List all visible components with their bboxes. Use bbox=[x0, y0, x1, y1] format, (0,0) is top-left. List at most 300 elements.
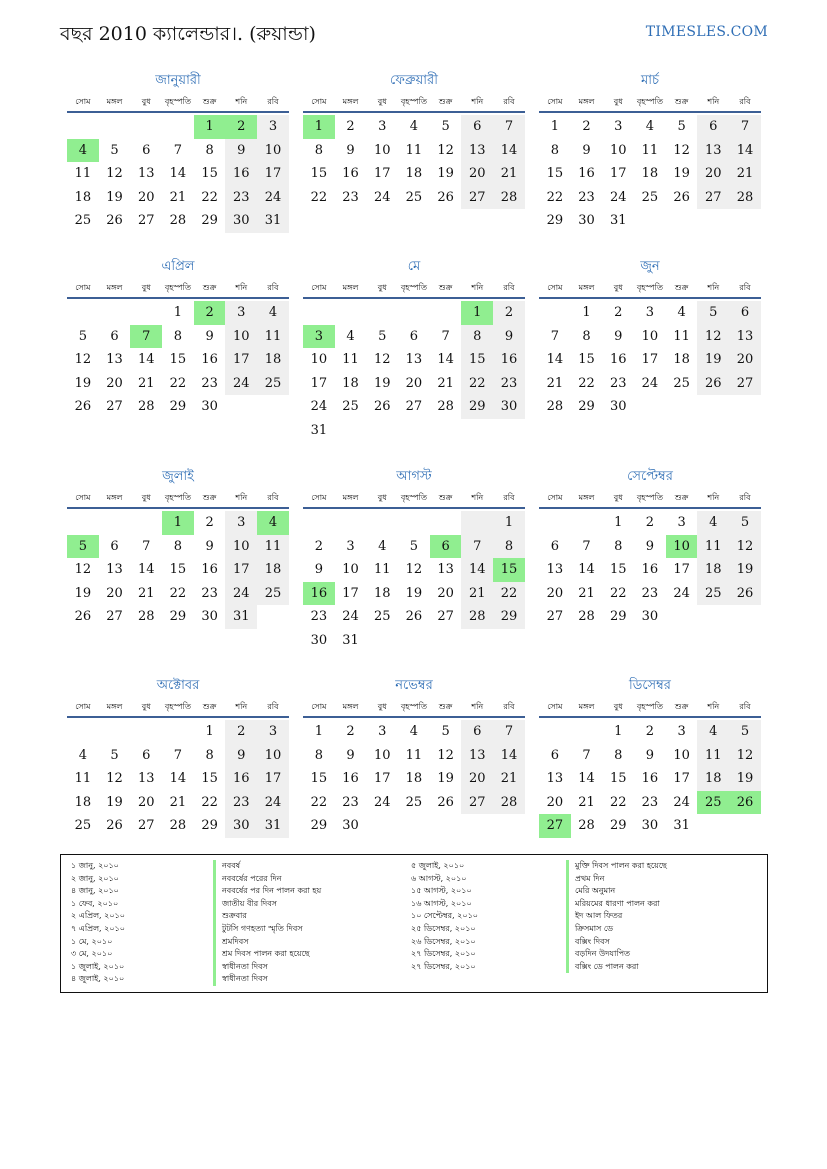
day-grid bbox=[539, 115, 761, 233]
day-cell: 23 bbox=[609, 375, 627, 391]
day-cell: 28 bbox=[578, 609, 595, 624]
holiday-day-cell: 1 bbox=[303, 115, 335, 139]
day-cell: 15 bbox=[201, 166, 218, 181]
weekday-label: মঙ্গল bbox=[342, 702, 359, 711]
weekday-label: রবি bbox=[267, 97, 279, 106]
day-cell: 13 bbox=[546, 562, 564, 577]
day-cell: 22 bbox=[310, 794, 328, 810]
weekday-label: রবি bbox=[739, 702, 751, 711]
day-cell: 15 bbox=[609, 771, 627, 786]
day-cell: 17 bbox=[310, 375, 328, 391]
weekday-label: শনি bbox=[471, 702, 484, 711]
day-cell: 13 bbox=[106, 562, 123, 577]
day-cell: 8 bbox=[173, 538, 183, 554]
weekday-label: শুক্র bbox=[438, 97, 453, 106]
day-cell: 17 bbox=[373, 771, 391, 786]
day-cell: 15 bbox=[169, 352, 187, 367]
day-cell: 8 bbox=[493, 535, 525, 559]
holiday-day-cell: 2 bbox=[194, 301, 226, 325]
day-cell: 5 bbox=[729, 511, 761, 535]
day-cell: 19 bbox=[405, 585, 423, 601]
day-grid bbox=[67, 720, 289, 838]
day-cell: 13 bbox=[437, 562, 454, 577]
day-grid bbox=[539, 301, 761, 419]
day-cell: 8 bbox=[314, 747, 323, 763]
day-cell: 30 bbox=[578, 213, 595, 228]
day-cell: 25 bbox=[74, 818, 92, 833]
day-cell: 25 bbox=[74, 213, 92, 228]
month-calendar bbox=[303, 256, 525, 442]
day-cell: 21 bbox=[437, 375, 454, 391]
day-cell: 12 bbox=[437, 142, 454, 158]
empty-day-cell bbox=[430, 301, 462, 325]
weekday-label: রবি bbox=[739, 283, 751, 292]
day-cell: 6 bbox=[729, 301, 761, 325]
day-cell: 24 bbox=[257, 791, 289, 815]
weekday-header bbox=[303, 700, 525, 718]
day-cell: 22 bbox=[461, 372, 493, 396]
day-cell: 22 bbox=[201, 189, 218, 205]
day-cell: 8 bbox=[461, 325, 493, 349]
day-cell: 27 bbox=[729, 372, 761, 396]
weekday-label: সোম bbox=[311, 283, 327, 292]
day-cell: 12 bbox=[405, 562, 423, 577]
day-cell: 27 bbox=[461, 791, 493, 815]
day-cell: 24 bbox=[225, 372, 257, 396]
weekday-label: সোম bbox=[75, 283, 91, 292]
day-cell: 18 bbox=[257, 558, 289, 582]
day-cell: 26 bbox=[373, 399, 391, 414]
day-cell: 19 bbox=[437, 771, 454, 786]
day-cell: 24 bbox=[342, 609, 359, 624]
holiday-name: বক্সিং দিবস bbox=[566, 936, 667, 949]
day-cell: 2 bbox=[645, 724, 655, 739]
day-cell: 8 bbox=[205, 747, 214, 763]
weekday-label: বৃহস্পতি bbox=[164, 493, 191, 502]
day-cell: 1 bbox=[173, 305, 183, 320]
day-cell: 25 bbox=[257, 582, 289, 606]
day-cell: 12 bbox=[729, 535, 761, 559]
weekday-label: মঙ্গল bbox=[342, 97, 359, 106]
empty-day-cell bbox=[335, 301, 367, 325]
day-cell: 2 bbox=[225, 720, 257, 744]
day-cell: 21 bbox=[578, 585, 595, 601]
day-cell: 10 bbox=[225, 535, 257, 559]
weekday-label: শনি bbox=[707, 283, 720, 292]
day-cell: 22 bbox=[493, 582, 525, 606]
holiday-date: ২৭ ডিসেম্বর, ২০১০ bbox=[411, 949, 476, 959]
day-cell: 5 bbox=[378, 328, 387, 344]
day-cell: 5 bbox=[729, 720, 761, 744]
holiday-day-cell: 5 bbox=[67, 535, 99, 559]
empty-day-cell bbox=[67, 115, 99, 139]
day-cell: 30 bbox=[493, 395, 525, 419]
day-cell: 28 bbox=[461, 605, 493, 629]
day-cell: 19 bbox=[106, 794, 123, 810]
day-cell: 23 bbox=[578, 189, 595, 205]
empty-day-cell bbox=[335, 511, 367, 535]
day-cell: 28 bbox=[437, 399, 454, 414]
day-cell: 24 bbox=[373, 794, 391, 810]
day-cell: 10 bbox=[609, 142, 627, 158]
empty-day-cell bbox=[430, 511, 462, 535]
day-cell: 15 bbox=[169, 562, 187, 577]
day-cell: 27 bbox=[546, 609, 564, 624]
day-cell: 5 bbox=[697, 301, 729, 325]
day-cell: 13 bbox=[461, 139, 493, 163]
month-name: সেপ্টেম্বর bbox=[627, 469, 673, 484]
day-cell: 11 bbox=[74, 166, 92, 181]
day-cell: 10 bbox=[673, 747, 690, 763]
day-cell: 18 bbox=[74, 794, 92, 810]
empty-day-cell bbox=[99, 511, 131, 535]
day-cell: 9 bbox=[225, 744, 257, 768]
day-cell: 11 bbox=[257, 325, 289, 349]
day-cell: 7 bbox=[582, 747, 591, 763]
day-cell: 17 bbox=[673, 771, 690, 786]
weekday-header bbox=[539, 281, 761, 299]
day-cell: 30 bbox=[641, 818, 659, 833]
day-cell: 28 bbox=[169, 818, 187, 833]
holiday-date: ৩ মে, ২০১০ bbox=[71, 949, 113, 959]
weekday-header bbox=[67, 491, 289, 509]
holiday-date: ২ এপ্রিল, ২০১০ bbox=[71, 911, 125, 921]
weekday-label: শনি bbox=[471, 283, 484, 292]
weekday-label: মঙ্গল bbox=[106, 283, 123, 292]
day-cell: 4 bbox=[697, 511, 729, 535]
day-cell: 27 bbox=[437, 609, 454, 624]
day-grid bbox=[539, 720, 761, 838]
day-cell: 25 bbox=[641, 189, 659, 205]
day-cell: 29 bbox=[461, 395, 493, 419]
day-cell: 24 bbox=[373, 189, 391, 205]
day-cell: 6 bbox=[697, 115, 729, 139]
day-cell: 23 bbox=[342, 794, 359, 810]
day-cell: 29 bbox=[578, 399, 595, 414]
weekday-label: শুক্র bbox=[674, 493, 689, 502]
day-cell: 22 bbox=[609, 794, 627, 810]
day-cell: 12 bbox=[729, 744, 761, 768]
day-cell: 9 bbox=[346, 142, 355, 158]
day-cell: 19 bbox=[729, 558, 761, 582]
month-calendar bbox=[303, 70, 525, 209]
month-calendar bbox=[67, 256, 289, 419]
weekday-label: মঙ্গল bbox=[578, 702, 595, 711]
day-cell: 23 bbox=[641, 585, 659, 601]
day-cell: 10 bbox=[641, 328, 659, 344]
holiday-legend bbox=[60, 854, 768, 993]
day-cell: 11 bbox=[697, 535, 729, 559]
day-cell: 4 bbox=[645, 119, 655, 134]
day-cell: 14 bbox=[493, 744, 525, 768]
day-cell: 18 bbox=[373, 585, 391, 601]
day-cell: 8 bbox=[614, 747, 623, 763]
holiday-name: শ্রম দিবস পালন করা হয়েছে bbox=[213, 948, 321, 961]
holiday-day-cell: 16 bbox=[303, 582, 335, 606]
weekday-label: বৃহস্পতি bbox=[164, 97, 191, 106]
weekday-label: বৃহস্পতি bbox=[636, 97, 663, 106]
holiday-day-cell: 7 bbox=[130, 325, 162, 349]
day-cell: 12 bbox=[373, 352, 391, 367]
day-cell: 30 bbox=[641, 609, 659, 624]
day-cell: 8 bbox=[614, 538, 623, 554]
brand-link[interactable]: TIMESLES.COM bbox=[645, 24, 768, 40]
holiday-date: ৫ জুলাই, ২০১০ bbox=[411, 861, 465, 870]
day-cell: 17 bbox=[225, 558, 257, 582]
day-cell: 17 bbox=[641, 352, 659, 367]
day-cell: 16 bbox=[609, 352, 627, 367]
legend-dates-left bbox=[71, 860, 125, 986]
day-grid bbox=[303, 720, 525, 838]
holiday-day-cell: 25 bbox=[697, 791, 729, 815]
weekday-label: বুধ bbox=[377, 283, 387, 292]
day-cell: 14 bbox=[169, 771, 187, 786]
weekday-label: রবি bbox=[267, 493, 279, 502]
day-cell: 14 bbox=[578, 771, 595, 786]
day-cell: 20 bbox=[405, 375, 423, 391]
day-cell: 20 bbox=[546, 794, 564, 810]
holiday-date: ৭ এপ্রিল, ২০১০ bbox=[71, 923, 125, 933]
day-cell: 20 bbox=[546, 585, 564, 601]
day-cell: 22 bbox=[169, 585, 187, 601]
day-cell: 4 bbox=[409, 119, 419, 134]
day-cell: 30 bbox=[225, 209, 257, 233]
weekday-label: বৃহস্পতি bbox=[636, 493, 663, 502]
weekday-label: বৃহস্পতি bbox=[636, 283, 663, 292]
day-cell: 3 bbox=[257, 115, 289, 139]
day-cell: 13 bbox=[461, 744, 493, 768]
holiday-day-cell: 4 bbox=[257, 511, 289, 535]
weekday-label: মঙ্গল bbox=[342, 493, 359, 502]
day-cell: 2 bbox=[205, 515, 214, 530]
day-cell: 18 bbox=[342, 375, 359, 391]
empty-day-cell bbox=[130, 115, 162, 139]
legend-names-left bbox=[213, 860, 321, 986]
holiday-name: টুটসি গণহত্যা স্মৃতি দিবস bbox=[213, 923, 321, 936]
day-cell: 1 bbox=[550, 119, 559, 134]
day-cell: 29 bbox=[609, 609, 627, 624]
day-cell: 13 bbox=[697, 139, 729, 163]
day-cell: 3 bbox=[225, 301, 257, 325]
day-cell: 1 bbox=[614, 724, 623, 739]
day-cell: 18 bbox=[257, 348, 289, 372]
day-cell: 23 bbox=[225, 791, 257, 815]
day-cell: 5 bbox=[110, 747, 119, 763]
day-cell: 5 bbox=[110, 142, 119, 158]
day-cell: 23 bbox=[493, 372, 525, 396]
day-cell: 2 bbox=[493, 301, 525, 325]
day-cell: 25 bbox=[405, 794, 423, 810]
day-cell: 21 bbox=[729, 162, 761, 186]
weekday-label: শনি bbox=[235, 493, 248, 502]
day-cell: 21 bbox=[493, 162, 525, 186]
empty-day-cell bbox=[539, 720, 571, 744]
empty-day-cell bbox=[162, 115, 194, 139]
day-cell: 24 bbox=[225, 582, 257, 606]
day-cell: 6 bbox=[142, 747, 151, 763]
empty-day-cell bbox=[67, 301, 99, 325]
day-cell: 8 bbox=[582, 328, 591, 344]
day-cell: 12 bbox=[697, 325, 729, 349]
weekday-label: বুধ bbox=[613, 283, 623, 292]
day-grid bbox=[303, 115, 525, 209]
day-cell: 7 bbox=[493, 115, 525, 139]
day-cell: 16 bbox=[578, 166, 595, 181]
day-cell: 26 bbox=[106, 213, 123, 228]
empty-day-cell bbox=[130, 301, 162, 325]
empty-day-cell bbox=[130, 720, 162, 744]
empty-day-cell bbox=[303, 301, 335, 325]
day-cell: 28 bbox=[169, 213, 187, 228]
holiday-date: ২৫ ডিসেম্বর, ২০১০ bbox=[411, 923, 476, 933]
day-cell: 28 bbox=[137, 609, 155, 624]
day-cell: 13 bbox=[137, 166, 155, 181]
weekday-label: রবি bbox=[503, 493, 515, 502]
day-cell: 6 bbox=[409, 328, 419, 344]
day-cell: 26 bbox=[437, 794, 454, 810]
holiday-date: ১৬ আগস্ট, ২০১০ bbox=[411, 898, 472, 908]
day-cell: 26 bbox=[437, 189, 454, 205]
holiday-name: ইদ আল ফিতর bbox=[566, 910, 667, 923]
day-cell: 29 bbox=[169, 609, 187, 624]
day-cell: 21 bbox=[137, 585, 155, 601]
weekday-label: বৃহস্পতি bbox=[400, 283, 427, 292]
day-cell: 1 bbox=[582, 305, 591, 320]
day-cell: 6 bbox=[550, 747, 559, 763]
empty-day-cell bbox=[99, 301, 131, 325]
day-cell: 2 bbox=[346, 724, 355, 739]
day-cell: 17 bbox=[373, 166, 391, 181]
holiday-date: ২ জানু, ২০১০ bbox=[71, 873, 119, 883]
day-grid bbox=[67, 301, 289, 419]
day-cell: 13 bbox=[546, 771, 564, 786]
day-cell: 14 bbox=[169, 166, 187, 181]
weekday-label: বৃহস্পতি bbox=[400, 493, 427, 502]
day-cell: 16 bbox=[201, 562, 218, 577]
day-cell: 27 bbox=[461, 186, 493, 210]
day-cell: 5 bbox=[677, 119, 686, 134]
weekday-label: রবি bbox=[739, 493, 751, 502]
day-cell: 31 bbox=[609, 213, 627, 228]
month-name: নভেম্বর bbox=[395, 678, 433, 693]
day-cell: 26 bbox=[729, 582, 761, 606]
day-cell: 27 bbox=[106, 609, 123, 624]
day-cell: 1 bbox=[493, 511, 525, 535]
holiday-date: ১ মে, ২০১০ bbox=[71, 936, 113, 946]
day-cell: 21 bbox=[493, 767, 525, 791]
day-cell: 31 bbox=[342, 632, 359, 648]
day-cell: 15 bbox=[609, 562, 627, 577]
day-cell: 5 bbox=[78, 328, 87, 344]
month-calendar bbox=[303, 675, 525, 838]
day-cell: 5 bbox=[409, 538, 419, 554]
holiday-day-cell: 3 bbox=[303, 325, 335, 349]
empty-day-cell bbox=[461, 511, 493, 535]
weekday-label: বুধ bbox=[377, 702, 387, 711]
day-cell: 7 bbox=[441, 328, 450, 344]
day-cell: 3 bbox=[677, 724, 686, 739]
day-cell: 23 bbox=[310, 609, 328, 624]
month-name: মার্চ bbox=[640, 73, 659, 88]
day-cell: 21 bbox=[137, 375, 155, 391]
day-cell: 31 bbox=[257, 209, 289, 233]
day-cell: 4 bbox=[697, 720, 729, 744]
holiday-day-cell: 1 bbox=[162, 511, 194, 535]
day-cell: 18 bbox=[673, 352, 690, 367]
day-cell: 19 bbox=[437, 166, 454, 181]
day-cell: 18 bbox=[405, 771, 423, 786]
day-cell: 18 bbox=[74, 189, 92, 205]
day-cell: 9 bbox=[614, 328, 623, 344]
day-cell: 21 bbox=[169, 794, 187, 810]
day-cell: 20 bbox=[106, 375, 123, 391]
day-cell: 2 bbox=[346, 119, 355, 134]
weekday-label: বৃহস্পতি bbox=[400, 97, 427, 106]
day-cell: 3 bbox=[346, 538, 355, 554]
holiday-date: ১ জানু, ২০১০ bbox=[71, 861, 119, 870]
weekday-label: শনি bbox=[235, 283, 248, 292]
day-cell: 9 bbox=[205, 328, 214, 344]
weekday-label: বুধ bbox=[377, 97, 387, 106]
day-cell: 24 bbox=[673, 794, 690, 810]
empty-day-cell bbox=[571, 511, 603, 535]
weekday-label: শুক্র bbox=[438, 283, 453, 292]
holiday-name: নববর্ষের পরের দিন bbox=[213, 873, 321, 886]
day-cell: 20 bbox=[137, 189, 155, 205]
holiday-day-cell: 15 bbox=[493, 558, 525, 582]
day-cell: 14 bbox=[461, 558, 493, 582]
weekday-label: মঙ্গল bbox=[106, 702, 123, 711]
weekday-label: মঙ্গল bbox=[106, 97, 123, 106]
day-cell: 29 bbox=[201, 213, 218, 228]
holiday-name: বড়দিন উদযাপিত bbox=[566, 948, 667, 961]
day-cell: 11 bbox=[373, 562, 391, 577]
day-cell: 15 bbox=[546, 166, 564, 181]
day-cell: 7 bbox=[729, 115, 761, 139]
weekday-header bbox=[539, 491, 761, 509]
weekday-label: শনি bbox=[707, 702, 720, 711]
day-cell: 3 bbox=[677, 515, 686, 530]
day-cell: 15 bbox=[201, 771, 218, 786]
day-cell: 23 bbox=[342, 189, 359, 205]
day-cell: 26 bbox=[405, 609, 423, 624]
holiday-day-cell: 1 bbox=[461, 301, 493, 325]
day-cell: 22 bbox=[609, 585, 627, 601]
day-cell: 23 bbox=[641, 794, 659, 810]
day-cell: 26 bbox=[74, 609, 92, 624]
day-cell: 8 bbox=[550, 142, 559, 158]
day-cell: 27 bbox=[137, 213, 155, 228]
day-cell: 10 bbox=[225, 325, 257, 349]
weekday-header bbox=[67, 95, 289, 113]
day-cell: 11 bbox=[673, 328, 690, 344]
holiday-name: প্রথম দিন bbox=[566, 873, 667, 886]
day-cell: 13 bbox=[106, 352, 123, 367]
month-name: জুন bbox=[640, 259, 660, 274]
empty-day-cell bbox=[366, 301, 398, 325]
weekday-label: সোম bbox=[547, 283, 563, 292]
day-cell: 12 bbox=[673, 142, 690, 158]
day-cell: 16 bbox=[493, 348, 525, 372]
month-name: মে bbox=[407, 259, 421, 274]
day-cell: 19 bbox=[74, 585, 92, 601]
day-cell: 11 bbox=[405, 747, 423, 763]
day-cell: 28 bbox=[578, 818, 595, 833]
legend-names-right bbox=[566, 860, 667, 973]
day-cell: 2 bbox=[645, 515, 655, 530]
month-name: আগস্ট bbox=[396, 469, 432, 484]
day-cell: 28 bbox=[493, 186, 525, 210]
